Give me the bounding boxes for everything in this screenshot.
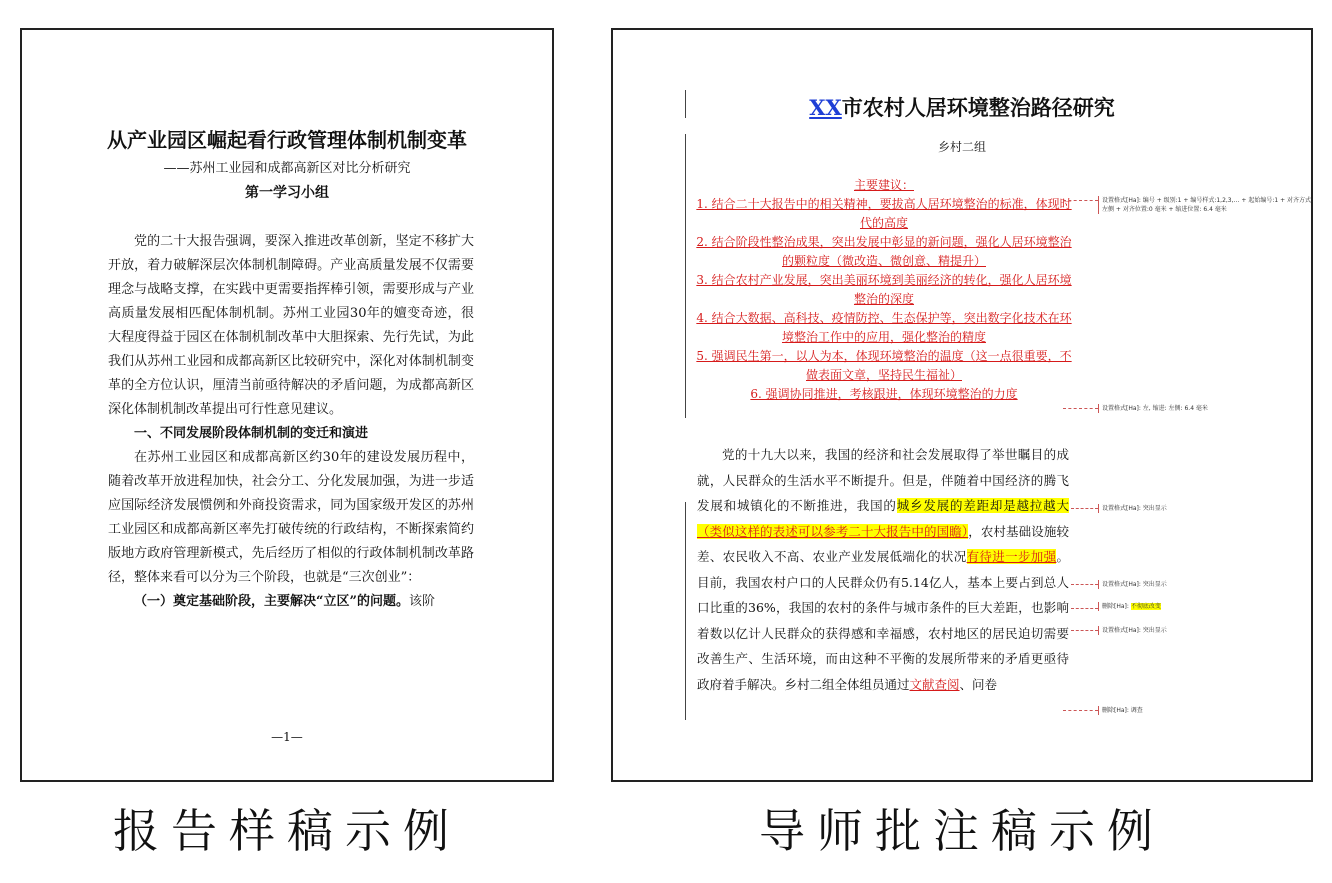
revision-comment[interactable]: 设置格式[Ha]: 编号 + 级别:1 + 编号样式:1,2,3,… + 起始编号:1 + 对齐方式: 左侧 + 对齐位置:0 毫米 + 缩进位置: 6.4 毫米 [1098,196,1314,214]
comment-connector [1071,630,1098,631]
comment-connector [1071,584,1098,585]
draft-text: 。目前，我国农村户口的人民群众仍有5.14亿人，基本上要占到总人口比重的36%，我国的农村的条件与城市条件的巨大差距，也影响着数以亿计人民群众的获得感和幸福感，农村地区的居民迫切需要改善生产、生活环境，而由这种不平衡的发展所带来的矛盾更亟待政府着手解决。乡村二组全体组员通过 [697,549,1069,692]
inserted-revision-text: 文献查阅 [909,676,960,692]
report-sample-page [20,28,554,782]
revision-comment[interactable]: 设置格式[Ha]: 突出显示 [1098,580,1314,589]
suggestions-title: 主要建议： [853,178,914,192]
comment-connector [1063,200,1098,201]
draft-text: 、问卷 [959,676,998,692]
highlighted-text: 城乡发展的差距却是越拉越大 [896,498,1069,513]
comment-connector [1071,608,1098,609]
draft-text: ，农村基础设施较差、农民收入不高、农业产业发展低端化的状况 [697,523,1069,564]
suggestion-item: 1. 结合二十大报告中的相关精神，要拔高人居环境整治的标准，体现时代的高度 [696,197,1072,230]
report-heading-1: 一、不同发展阶段体制机制的变迁和演进 [134,426,369,441]
revision-bar [685,134,686,418]
suggestion-item: 5. 强调民生第一，以人为本，体现环境整治的温度（这一点很重要，不做表面文章，坚持民生福祉） [696,349,1072,382]
suggestions-block [695,176,1073,404]
page-number: —1— [271,730,303,744]
draft-title [613,92,1311,122]
revision-comment[interactable]: 设置格式[Ha]: 突出显示 [1098,504,1314,513]
caption-report-sample: 报告样稿示例 [113,804,461,858]
revision-comment[interactable]: 设置格式[Ha]: 突出显示 [1098,626,1314,635]
annotated-draft-page [611,28,1313,782]
report-paragraph-3 [108,590,474,614]
revision-comment[interactable]: 删除[Ha]: 调查 [1098,706,1314,715]
draft-title-text: 市农村人居环境整治路径研究 [841,95,1115,120]
inserted-revision-text: 有待进一步加强 [966,549,1057,564]
inserted-comment-text: （类似这样的表述可以参考二十大报告中的国瞻） [697,523,969,539]
suggestion-item: 2. 结合阶段性整治成果，突出发展中彰显的新问题，强化人居环境整治的颗粒度（微改造、微创意、精提升） [696,235,1072,268]
draft-text: 党的十九大以来，我国的经济和社会发展取得了举世瞩目的成就，人民群众的生活水平不断提升。但是，伴随着中国经济的腾飞发展和城镇化的不断推进，我国的 [697,447,1069,513]
draft-title-placeholder: XX [809,95,842,120]
report-title: 从产业园区崛起看行政管理体制机制变革 [107,128,467,152]
comment-connector [1063,710,1098,711]
revision-bar [685,502,686,720]
comment-connector [1071,508,1098,509]
report-subtitle: ——苏州工业园和成都高新区对比分析研究 [163,161,411,176]
report-subheading: （一）奠定基础阶段，主要解决“立区”的问题。 [134,594,409,609]
caption-annotated-draft: 导师批注稿示例 [759,804,1165,858]
comment-connector [1063,408,1098,409]
revision-comment[interactable] [1098,602,1314,611]
report-paragraph-3-text: 该阶 [408,594,435,609]
report-group: 第一学习小组 [245,185,329,201]
report-intro: 党的二十大报告强调，要深入推进改革创新，坚定不移扩大开放，着力破解深层次体制机制障碍。产业高质量发展不仅需要理念与战略支撑，在实践中更需要指挥棒引领，需要形成与产业高质量发展相匹配体制机制。苏州工业园30年的嬗变奇迹，很大程度得益于园区在体制机制改革中大胆探索、先行先试，为此我们从苏州工业园和成都高新区比较研究中，深化对体制机制变革的全方位认识，厘清当前亟待解决的矛盾问题，为成都高新区深化体制机制改革提出可行性意见建议。 [108,234,474,417]
revision-comment[interactable]: 设置格式[Ha]: 左, 缩进: 左侧: 6.4 毫米 [1098,404,1314,413]
suggestion-item: 6. 强调协同推进，考核跟进，体现环境整治的力度 [750,387,1018,401]
suggestion-item: 3. 结合农村产业发展，突出美丽环境到美丽经济的转化，强化人居环境整治的深度 [696,273,1072,306]
report-body [108,230,474,614]
draft-group: 乡村二组 [937,140,986,154]
draft-body [697,442,1069,697]
report-paragraph-2: 在苏州工业园区和成都高新区约30年的建设发展历程中，随着改革开放进程加快，社会分工、分化发展加强，为进一步适应国际经济发展惯例和外商投资需求，同为国家级开发区的苏州工业园区和成都高新区率先打破传统的行政结构，不断探索简约版地方政府管理新模式，先后经历了相似的行政体制机制改革路径，整体来看可以分为三个阶段，也就是“三次创业”： [108,450,474,585]
suggestion-item: 4. 结合大数据、高科技、疫情防控、生态保护等，突出数字化技术在环境整治工作中的应用，强化整治的精度 [696,311,1072,344]
draft-paragraph [697,442,1069,697]
comment-highlight: 不彻底改变 [1130,603,1161,610]
comment-label: 删除[Ha]: [1102,603,1129,610]
